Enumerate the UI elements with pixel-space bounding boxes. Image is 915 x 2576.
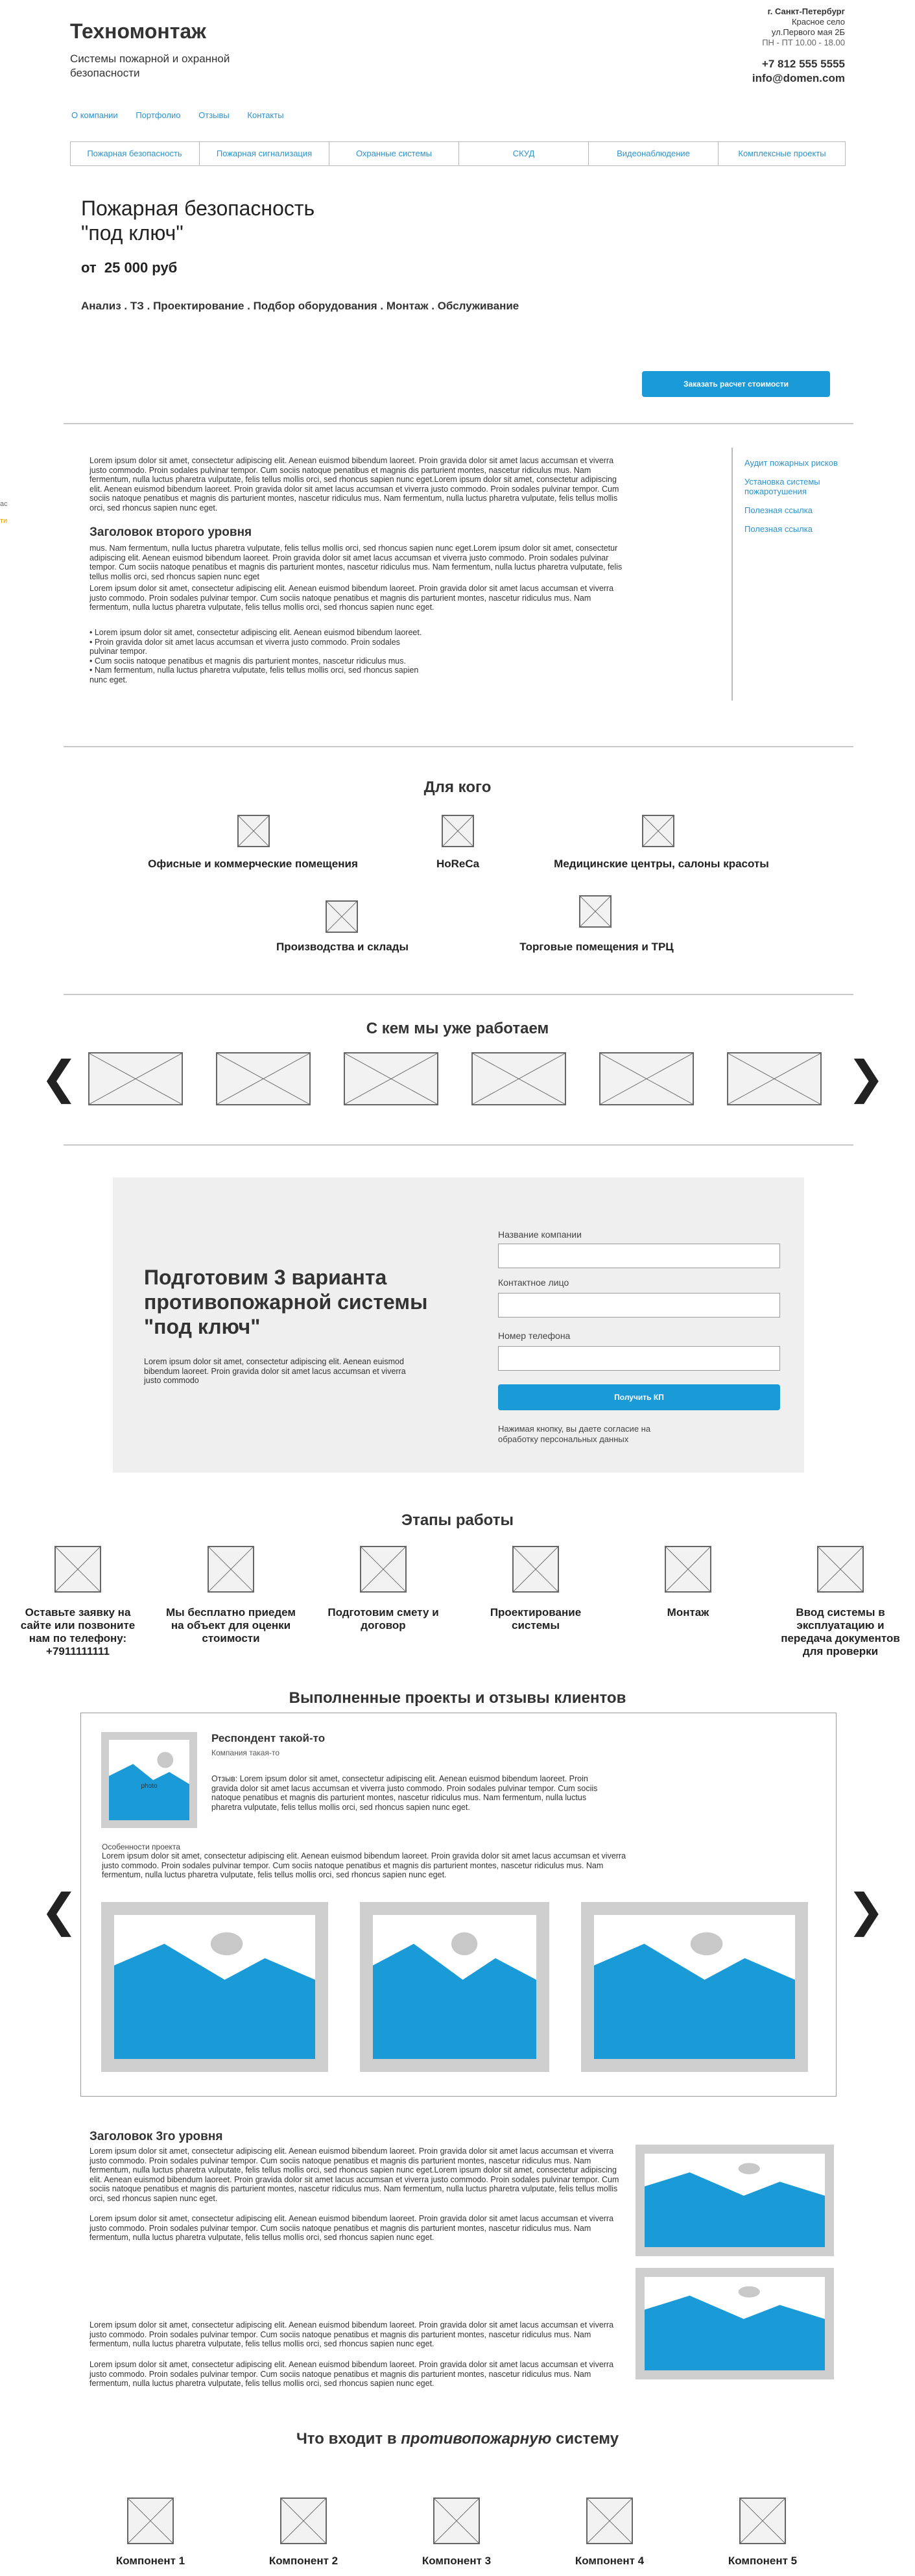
respondent-photo	[101, 1732, 197, 1828]
offer-title	[144, 1265, 427, 1339]
menu-complex[interactable]: Комплексные проекты	[738, 149, 826, 158]
menu-fire-alarm[interactable]: Пожарная сигнализация	[200, 141, 329, 166]
list-item: • Proin gravida dolor sit amet lacus accumsan et viverra justo commodo. Proin sodales pulvinar tempor.	[89, 637, 400, 656]
stage-label: Ввод системы в эксплуатацию и передача документов для проверки	[781, 1606, 900, 1657]
list-item: • Nam fermentum, nulla luctus pharetra vulputate, felis tellus mollis orci, sed rhoncus sapien nunc eget.	[89, 666, 419, 684]
illustration	[636, 2145, 834, 2256]
carousel-prev-icon[interactable]: ❮	[40, 1052, 78, 1103]
component-icon	[739, 2498, 786, 2544]
tagline: Системы пожарной и охранной безопасности	[70, 53, 230, 79]
phone-label: Номер телефона	[498, 1330, 571, 1341]
office-icon	[237, 815, 270, 847]
medical-icon	[642, 815, 674, 847]
sidebar-links	[744, 458, 842, 534]
h3-paragraph: Lorem ipsum dolor sit amet, consectetur adipiscing elit. Aenean euismod bibendum laoreet. Proin gravida dolor sit amet lacus accumsan et viverra justo commodo. Proin sodales pulvinar tempor. Cum sociis natoque penatibus et magnis dis parturient montes, nascetur ridiculus mus. Nam fermentum, nulla luctus pharetra vulputate, felis tellus mollis orci, sed rhoncus sapien nunc eget.	[89, 2320, 614, 2348]
stage-label: Подготовим смету и договор	[327, 1606, 439, 1631]
for-whom-label: Торговые помещения и ТРЦ	[519, 941, 674, 953]
components-title-part: систему	[551, 2430, 619, 2448]
hero-title	[81, 196, 315, 245]
email-link[interactable]: info@domen.com	[752, 72, 845, 84]
article-paragraph: Lorem ipsum dolor sit amet, consectetur adipiscing elit. Aenean euismod bibendum laoreet. Proin gravida dolor sit amet lacus accumsan et viverra justo commodo. Proin sodales pulvinar tempor. Cum sociis natoque penatibus et magnis dis parturient montes, nascetur ridiculus mus. Nam fermentum, nulla luctus pharetra vulputate, felis tellus mollis orci, sed rhoncus sapien nunc eget.	[89, 584, 614, 612]
component-icon	[586, 2498, 633, 2544]
article-h2: Заголовок второго уровня	[89, 525, 252, 539]
sidebar-link[interactable]: Полезная ссылка	[744, 505, 813, 515]
address-street: ул.Первого мая 2Б	[771, 27, 845, 37]
for-whom-title: Для кого	[423, 778, 492, 796]
partner-logo	[727, 1052, 822, 1105]
offer-title-line: "под ключ"	[144, 1315, 261, 1338]
list-item: • Lorem ipsum dolor sit amet, consectetur adipiscing elit. Aenean euismod bibendum laoreet.	[89, 628, 422, 637]
for-whom-label: Медицинские центры, салоны красоты	[554, 858, 769, 870]
component-label: Компонент 5	[728, 2555, 798, 2567]
divider	[64, 994, 853, 995]
partner-logo	[88, 1052, 183, 1105]
partner-logo	[344, 1052, 438, 1105]
hero-title-line1: Пожарная безопасность	[81, 197, 315, 220]
stage-visit-icon	[208, 1546, 254, 1593]
article-paragraph: Lorem ipsum dolor sit amet, consectetur adipiscing elit. Aenean euismod bibendum laoreet. Proin gravida dolor sit amet lacus accumsan et viverra justo commodo. Proin sodales pulvinar tempor. Cum sociis natoque penatibus et magnis dis parturient montes, nascetur ridiculus mus. Nam fermentum, nulla luctus pharetra vulputate, felis tellus mollis orci, sed rhoncus sapien nunc eget.Lorem ipsum dolor sit amet, consectetur adipiscing elit. Aenean euismod bibendum laoreet. Proin gravida dolor sit amet lacus accumsan et viverra justo commodo. Proin sodales pulvinar tempor. Cum sociis natoque penatibus et magnis dis parturient montes, nascetur ridiculus mus. Nam fermentum, nulla luctus pharetra vulputate, felis tellus mollis orci, sed rhoncus sapien nunc eget.	[89, 456, 619, 512]
address-district: Красное село	[791, 17, 845, 27]
nav-portfolio[interactable]: Портфолио	[136, 110, 181, 120]
nav-contacts[interactable]: Контакты	[247, 110, 284, 120]
stage-label: Проектирование системы	[490, 1606, 582, 1631]
illustration	[636, 2268, 834, 2379]
for-whom-label: HoReCa	[436, 858, 480, 870]
get-offer-button[interactable]: Получить КП	[498, 1384, 780, 1410]
horeca-icon	[442, 815, 474, 847]
edge-text: ти	[0, 517, 8, 525]
project-photo[interactable]	[581, 1902, 808, 2072]
features-text: Lorem ipsum dolor sit amet, consectetur adipiscing elit. Aenean euismod bibendum laoreet. Proin gravida dolor sit amet lacus accumsan et viverra justo commodo. Proin sodales pulvinar tempor. Cum sociis natoque penatibus et magnis dis parturient montes, nascetur ridiculus mus. Nam fermentum, nulla luctus pharetra vulputate, felis tellus mollis orci, sed rhoncus sapien nunc eget.	[102, 1851, 626, 1879]
component-icon	[127, 2498, 174, 2544]
nav-about[interactable]: О компании	[71, 110, 118, 120]
stage-label: Оставьте заявку на сайте или позвоните нам по телефону: +7911111111	[20, 1606, 136, 1657]
stage-design-icon	[512, 1546, 559, 1593]
for-whom-label: Производства и склады	[276, 941, 409, 953]
partner-logo	[599, 1052, 694, 1105]
photo-label: photo	[141, 1783, 158, 1790]
divider	[64, 423, 853, 424]
retail-icon	[579, 895, 612, 928]
phone-input[interactable]	[498, 1346, 780, 1371]
carousel-next-icon[interactable]: ❯	[847, 1052, 885, 1103]
stage-label: Монтаж	[667, 1606, 709, 1619]
divider	[64, 746, 853, 747]
contact-input[interactable]	[498, 1293, 780, 1318]
nav-reviews[interactable]: Отзывы	[198, 110, 230, 120]
respondent-company: Компания такая-то	[211, 1748, 279, 1757]
menu-security[interactable]: Охранные системы	[329, 141, 459, 166]
divider	[64, 1144, 853, 1146]
stages-title: Этапы работы	[401, 1511, 514, 1529]
component-icon	[433, 2498, 480, 2544]
menu-video[interactable]: Видеонаблюдение	[589, 141, 719, 166]
menu-fire-safety[interactable]: Пожарная безопасность	[70, 141, 200, 166]
company-label: Название компании	[498, 1229, 582, 1240]
offer-title-line: Подготовим 3 варианта	[144, 1266, 387, 1289]
review-text: Отзыв: Lorem ipsum dolor sit amet, consectetur adipiscing elit. Aenean euismod bibendum laoreet. Proin gravida dolor sit amet lacus accumsan et viverra justo commodo. Proin sodales pulvinar tempor. Cum sociis natoque penatibus et magnis dis parturient montes, nascetur ridiculus mus. Nam fermentum, nulla luctus pharetra vulputate, felis tellus mollis orci, sed rhoncus sapien nunc eget.	[211, 1774, 598, 1812]
order-estimate-button[interactable]: Заказать расчет стоимости	[642, 371, 830, 397]
list-item: • Cum sociis natoque penatibus et magnis dis parturient montes, nascetur ridiculus mus.	[89, 656, 406, 666]
logo[interactable]: Техномонтаж	[70, 19, 206, 43]
stage-install-icon	[665, 1546, 711, 1593]
address-city: г. Санкт-Петербург	[767, 6, 845, 16]
respondent-name: Респондент такой-то	[211, 1732, 326, 1744]
partner-logo	[471, 1052, 566, 1105]
h3-title: Заголовок 3го уровня	[89, 2130, 223, 2143]
stage-commission-icon	[817, 1546, 864, 1593]
phone-link[interactable]: +7 812 555 5555	[761, 58, 845, 70]
warehouse-icon	[326, 900, 358, 933]
article-paragraph: mus. Nam fermentum, nulla luctus pharetra vulputate, felis tellus mollis orci, sed rhoncus sapien nunc eget.Lorem ipsum dolor sit amet, consectetur adipiscing elit. Aenean euismod bibendum laoreet. Proin gravida dolor sit amet lacus accumsan et viverra justo commodo. Proin sodales pulvinar tempor. Cum sociis natoque penatibus et magnis dis parturient montes, nascetur ridiculus mus. Nam fermentum, nulla luctus pharetra vulputate, felis tellus mollis orci, sed rhoncus sapien nunc eget	[89, 544, 623, 581]
offer-title-line: противопожарной системы	[144, 1290, 428, 1314]
components-title-part: Что входит в	[296, 2430, 401, 2448]
for-whom-label: Офисные и коммерческие помещения	[148, 858, 358, 870]
sidebar-divider	[731, 448, 733, 701]
partners-title: С кем мы уже работаем	[366, 1020, 549, 1037]
stage-estimate-icon	[360, 1546, 407, 1593]
h3-paragraph: Lorem ipsum dolor sit amet, consectetur adipiscing elit. Aenean euismod bibendum laoreet. Proin gravida dolor sit amet lacus accumsan et viverra justo commodo. Proin sodales pulvinar tempor. Cum sociis natoque penatibus et magnis dis parturient montes, nascetur ridiculus mus. Nam fermentum, nulla luctus pharetra vulputate, felis tellus mollis orci, sed rhoncus sapien nunc eget.	[89, 2214, 614, 2242]
sidebar-link[interactable]: Установка системы пожаротушения	[744, 477, 820, 496]
edge-fragment	[0, 496, 8, 529]
project-prev-icon[interactable]: ❮	[40, 1885, 78, 1936]
top-nav	[71, 110, 284, 120]
sidebar-link[interactable]: Аудит пожарных рисков	[744, 458, 838, 468]
features-label: Особенности проекта	[102, 1842, 180, 1851]
component-icon	[280, 2498, 327, 2544]
company-input[interactable]	[498, 1244, 780, 1268]
work-hours: ПН - ПТ 10.00 - 18.00	[762, 38, 845, 47]
component-label: Компонент 2	[268, 2555, 339, 2567]
offer-text: Lorem ipsum dolor sit amet, consectetur adipiscing elit. Aenean euismod bibendum laoreet. Proin gravida dolor sit amet lacus accumsan et viverra justo commodo	[144, 1357, 406, 1385]
projects-title: Выполненные проекты и отзывы клиентов	[289, 1689, 626, 1707]
contact-label: Контактное лицо	[498, 1277, 569, 1288]
project-photo[interactable]	[360, 1902, 549, 2072]
hero-steps: Анализ . ТЗ . Проектирование . Подбор оборудования . Монтаж . Обслуживание	[81, 300, 519, 312]
stage-request-icon	[54, 1546, 101, 1593]
hero-title-line2: "под ключ"	[81, 221, 184, 245]
consent-text: Нажимая кнопку, вы даете согласие на обработку персональных данных	[498, 1424, 651, 1444]
hero-price: от 25 000 руб	[81, 259, 178, 276]
sidebar-link[interactable]: Полезная ссылка	[744, 524, 813, 534]
project-photo[interactable]	[101, 1902, 328, 2072]
menu-access-control[interactable]: СКУД	[459, 141, 589, 166]
stage-label: Мы бесплатно приедем на объект для оценки стоимости	[166, 1606, 296, 1644]
component-label: Компонент 3	[422, 2555, 492, 2567]
project-next-icon[interactable]: ❯	[847, 1885, 885, 1936]
partner-logo	[216, 1052, 311, 1105]
h3-paragraph: Lorem ipsum dolor sit amet, consectetur adipiscing elit. Aenean euismod bibendum laoreet. Proin gravida dolor sit amet lacus accumsan et viverra justo commodo. Proin sodales pulvinar tempor. Cum sociis natoque penatibus et magnis dis parturient montes, nascetur ridiculus mus. Nam fermentum, nulla luctus pharetra vulputate, felis tellus mollis orci, sed rhoncus sapien nunc eget.Lorem ipsum dolor sit amet, consectetur adipiscing elit. Aenean euismod bibendum laoreet. Proin gravida dolor sit amet lacus accumsan et viverra justo commodo. Proin sodales pulvinar tempor. Cum sociis natoque penatibus et magnis dis parturient montes, nascetur ridiculus mus. Nam fermentum, nulla luctus pharetra vulputate, felis tellus mollis orci, sed rhoncus sapien nunc eget.	[89, 2147, 619, 2203]
component-label: Компонент 4	[575, 2555, 645, 2567]
component-label: Компонент 1	[115, 2555, 185, 2567]
edge-text: ас	[0, 500, 8, 508]
components-title-emphasis: противопожарную	[401, 2430, 552, 2448]
h3-paragraph: Lorem ipsum dolor sit amet, consectetur adipiscing elit. Aenean euismod bibendum laoreet. Proin gravida dolor sit amet lacus accumsan et viverra justo commodo. Proin sodales pulvinar tempor. Cum sociis natoque penatibus et magnis dis parturient montes, nascetur ridiculus mus. Nam fermentum, nulla luctus pharetra vulputate, felis tellus mollis orci, sed rhoncus sapien nunc eget.	[89, 2360, 614, 2388]
components-title	[0, 2430, 915, 2448]
article-bullets	[89, 628, 427, 684]
address	[752, 6, 845, 86]
